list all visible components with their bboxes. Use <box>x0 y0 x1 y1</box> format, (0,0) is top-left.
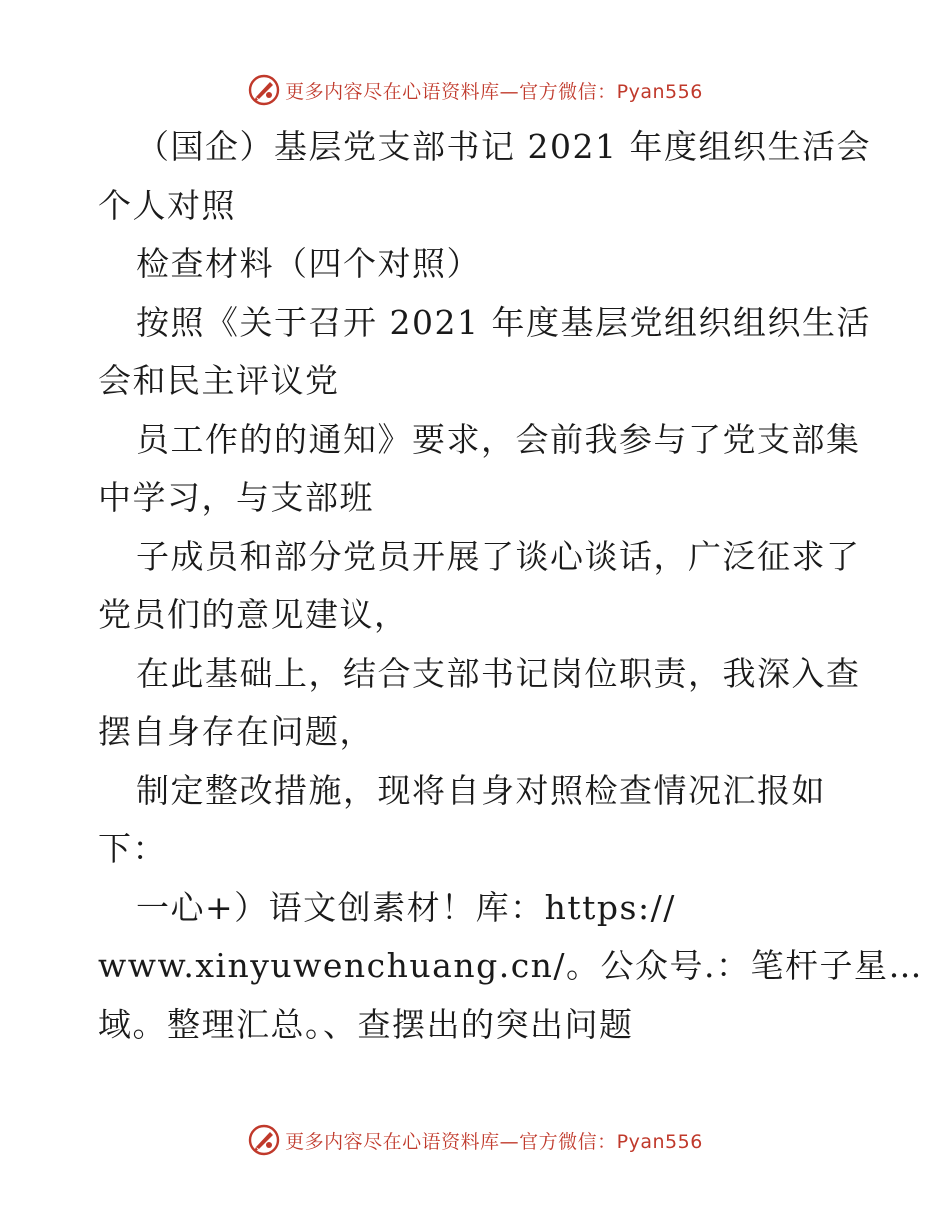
paragraph-line: www.xinyuwenchuang.cn/。公众号.：笔杆子星… <box>98 946 924 985</box>
paragraph-line: 在此基础上，结合支部书记岗位职责，我深入查 <box>136 653 861 693</box>
paragraph-line: 摆自身存在问题， <box>98 712 374 751</box>
footer-watermark-text: 更多内容尽在心语资料库—官方微信：Pyan556 <box>285 1130 703 1153</box>
paragraph-line: 中学习，与支部班 <box>98 478 374 517</box>
header-watermark-text: 更多内容尽在心语资料库—官方微信：Pyan556 <box>285 80 703 103</box>
paragraph-line: 子成员和部分党员开展了谈心谈话，广泛征求了 <box>136 536 861 576</box>
subtitle-line: 检查材料（四个对照） <box>136 244 481 283</box>
paragraph-line: 按照《关于召开 2021 年度基层党组织组织生活 <box>136 302 871 342</box>
paragraph-line: 下： <box>98 829 167 868</box>
header-watermark-banner <box>0 70 950 110</box>
footer-watermark-banner <box>0 1120 950 1160</box>
quill-logo-icon <box>247 73 281 107</box>
paragraph-line: 员工作的的通知》要求，会前我参与了党支部集 <box>136 419 861 459</box>
title-line-2: 个人对照 <box>98 185 236 225</box>
quill-logo-icon <box>247 1123 281 1157</box>
paragraph-line: 会和民主评议党 <box>98 361 340 400</box>
paragraph-line: 一心+）语文创素材！库：https:// <box>136 887 676 927</box>
paragraph-line: 制定整改措施，现将自身对照检查情况汇报如 <box>136 770 826 810</box>
title-line-1: （国企）基层党支部书记 2021 年度组织生活会 <box>136 127 871 166</box>
paragraph-line: 党员们的意见建议， <box>98 595 409 634</box>
paragraph-line: 域。整理汇总。、查摆出的突出问题 <box>98 1004 634 1044</box>
document-body <box>98 118 924 1054</box>
